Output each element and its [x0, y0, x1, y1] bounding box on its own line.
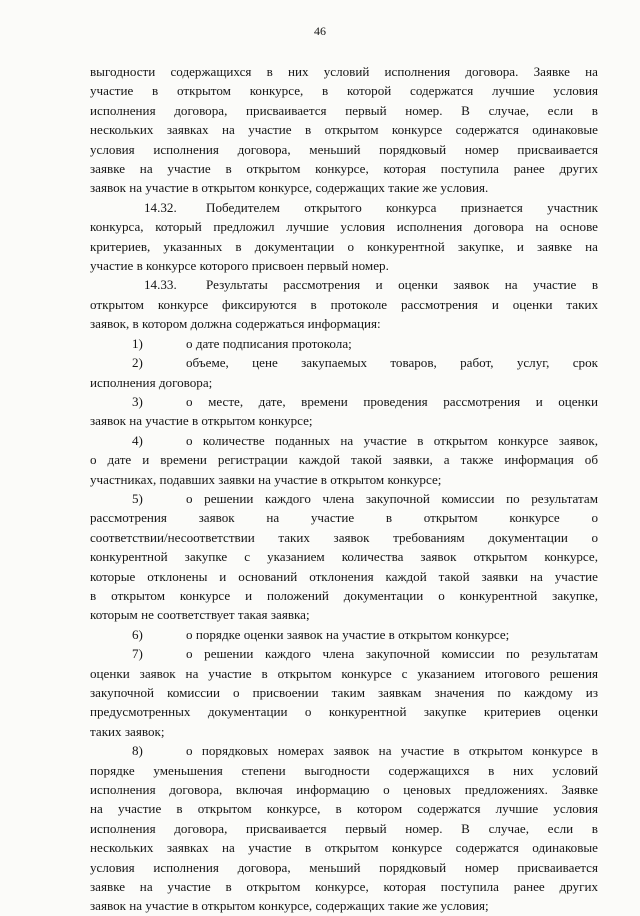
- line-text: объеме, цене закупаемых товаров, работ, услуг, срок: [186, 355, 598, 371]
- text-line: которым не соответствует такая заявка;: [90, 607, 310, 623]
- text-line: [90, 644, 598, 663]
- text-line: [90, 489, 598, 508]
- text-line: [90, 625, 598, 644]
- clause-number: 14.33.: [144, 277, 177, 293]
- item-number: 1): [132, 335, 143, 351]
- text-line: таких заявок;: [90, 723, 165, 739]
- list-item: [90, 644, 598, 741]
- text-line: на участие в открытом конкурсе, в котором содержатся лучшие условия: [90, 801, 598, 817]
- item-number: 8): [132, 743, 143, 759]
- line-text: о дате подписания протокола;: [186, 335, 352, 351]
- text-line: [90, 334, 598, 353]
- text-line: закупочной комиссии о присвоении таким заявкам значения по каждому из: [90, 685, 598, 700]
- line-text: о количестве поданных на участие в открытом конкурсе заявок,: [186, 432, 598, 448]
- clause-number: 14.32.: [144, 199, 177, 215]
- page-number: 46: [314, 24, 326, 38]
- text-line: конкурентной закупке с указанием количества заявок открытом конкурсе,: [90, 549, 598, 565]
- item-number: 5): [132, 490, 143, 506]
- text-line: исполнения договора, присваивается первый номер. В случае, если в: [90, 102, 598, 118]
- text-line: [90, 275, 598, 294]
- text-line: заявке на участие в открытом конкурсе, которая поступила ранее других: [90, 879, 598, 895]
- text-line: заявок на участие в открытом конкурсе;: [90, 413, 313, 429]
- text-line: предусмотренных документации о конкурентной закупке критериев оценки: [90, 704, 598, 720]
- clause-paragraph: [90, 198, 598, 276]
- list-item: [90, 392, 598, 431]
- line-text: о решении каждого члена закупочной комиссии по результатам: [186, 646, 598, 662]
- list-item: [90, 353, 598, 392]
- paragraph: [90, 62, 598, 198]
- text-line: заявок, в котором должна содержаться информация:: [90, 316, 381, 332]
- line-text: Победителем открытого конкурса признается участник: [206, 199, 598, 215]
- list-item: [90, 334, 598, 353]
- list-item: [90, 741, 598, 916]
- text-line: [90, 198, 598, 217]
- list-item: [90, 431, 598, 489]
- item-number: 3): [132, 393, 143, 409]
- text-line: критериев, указанных в документации о конкурентной закупке, и заявке на: [90, 238, 598, 254]
- text-line: открытом конкурсе фиксируются в протоколе рассмотрения и оценки таких: [90, 296, 598, 312]
- text-line: порядке уменьшения степени выгодности содержащихся в них условий: [90, 762, 598, 778]
- document-body: [90, 62, 598, 916]
- text-line: заявок на участие в открытом конкурсе, содержащих такие же условия.: [90, 180, 489, 196]
- item-number: 6): [132, 626, 143, 642]
- text-line: [90, 392, 598, 411]
- text-line: участие в конкурсе которого присвоен первый номер.: [90, 258, 389, 274]
- text-line: участниках, подавших заявки на участие в открытом конкурсе;: [90, 471, 442, 487]
- list-item: [90, 625, 598, 644]
- text-line: условия исполнения договора, меньший порядковый номер присваивается: [90, 859, 598, 875]
- text-line: нескольких заявках на участие в открытом конкурсе содержатся одинаковые: [90, 122, 598, 138]
- item-number: 7): [132, 646, 143, 662]
- text-line: конкурса, который предложил лучшие условия исполнения договора на основе: [90, 219, 598, 235]
- text-line: условия исполнения договора, меньший порядковый номер присваивается: [90, 141, 598, 157]
- text-line: исполнения договора, присваивается первый номер. В случае, если в: [90, 820, 598, 836]
- list-item: [90, 489, 598, 625]
- text-line: участие в открытом конкурсе, в которой содержатся лучшие условия: [90, 83, 598, 99]
- text-line: исполнения договора, включая информацию о ценовых предложениях. Заявке: [90, 782, 598, 798]
- text-line: исполнения договора;: [90, 374, 213, 390]
- text-line: выгодности содержащихся в них условий исполнения договора. Заявке на: [90, 64, 598, 79]
- text-line: заявок на участие в открытом конкурсе, содержащих такие же условия;: [90, 898, 489, 914]
- text-line: заявке на участие в открытом конкурсе, которая поступила ранее других: [90, 161, 598, 177]
- item-number: 4): [132, 432, 143, 448]
- text-line: оценки заявок на участие в открытом конкурсе с указанием итогового решения: [90, 665, 598, 681]
- text-line: [90, 353, 598, 372]
- text-line: рассмотрения заявок на участие в открытом конкурсе о: [90, 510, 598, 526]
- clause-paragraph: [90, 275, 598, 333]
- line-text: о порядковых номерах заявок на участие в открытом конкурсе в: [186, 743, 598, 759]
- text-line: соответствии/несоответствии таких заявок требованиям документации о: [90, 529, 598, 545]
- line-text: о порядке оценки заявок на участие в открытом конкурсе;: [186, 626, 510, 642]
- text-line: в открытом конкурсе и положений документации о конкурентной закупке,: [90, 587, 598, 603]
- line-text: о решении каждого члена закупочной комиссии по результатам: [186, 490, 598, 506]
- item-number: 2): [132, 355, 143, 371]
- text-line: [90, 431, 598, 450]
- text-line: нескольких заявках на участие в открытом конкурсе содержатся одинаковые: [90, 840, 598, 856]
- line-text: Результаты рассмотрения и оценки заявок на участие в: [206, 277, 598, 293]
- text-line: [90, 741, 598, 760]
- line-text: о месте, дате, времени проведения рассмотрения и оценки: [186, 393, 598, 409]
- text-line: о дате и времени регистрации каждой такой заявки, а также информация об: [90, 452, 598, 468]
- text-line: которые отклонены и оснований отклонения каждой такой заявки на участие: [90, 568, 598, 584]
